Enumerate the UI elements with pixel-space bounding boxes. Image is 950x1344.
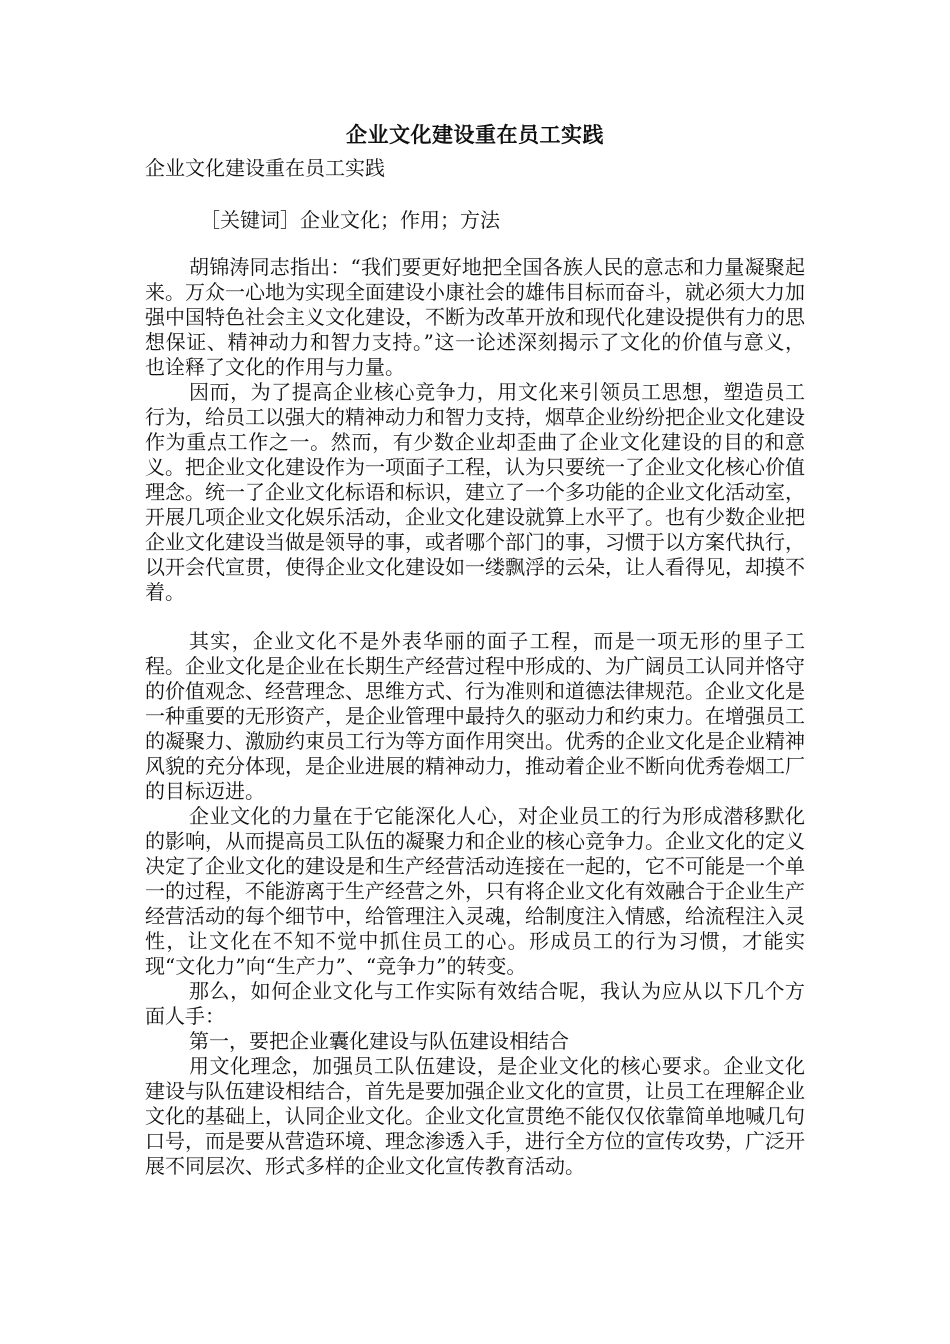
paragraph-definition: 其实，企业文化不是外表华丽的面子工程，而是一项无形的里子工程。企业文化是企业在长期生产经营过程中形成的、为广阔员工认同并恪守的价值观念、经营理念、思维方式、行为准则和道德法律规范。企业文化是一种重要的无形资产，是企业管理中最持久的驱动力和约束力。在增强员工的凝聚力、激励约束员工行为等方面作用突出。优秀的企业文化是企业精神风貌的充分体现，是企业进展的精神动力，推动着企业不断向优秀卷烟工厂的目标迈进。	[145, 629, 805, 803]
paragraph-problem: 因而，为了提高企业核心竞争力，用文化来引领员工思想，塑造员工行为，给员工以强大的精神动力和智力支持，烟草企业纷纷把企业文化建设作为重点工作之一。然而，有少数企业却歪曲了企业文化建设的目的和意义。把企业文化建设作为一项面子工程，认为只要统一了企业文化核心价值理念。统一了企业文化标语和标识，建立了一个多功能的企业文化活动室，开展几项企业文化娱乐活动，企业文化建设就算上水平了。也有少数企业把企业文化建设当做是领导的事，或者哪个部门的事，习惯于以方案代执行，以开会代宣贯，使得企业文化建设如一缕飘浮的云朵，让人看得见，却摸不着。	[145, 380, 805, 604]
paragraph-intro-quote: 胡锦涛同志指出：“我们要更好地把全国各族人民的意志和力量凝聚起来。万众一心地为实现全面建设小康社会的雄伟目标而奋斗，就必须大力加强中国特色社会主义文化建设，不断为改革开放和现代化建设提供有力的思想保证、精神动力和智力支持。”这一论述深刻揭示了文化的价值与意义，也诠释了文化的作用与力量。	[145, 255, 805, 379]
keywords-line: ［关键词］企业文化；作用；方法	[200, 208, 500, 232]
paragraph-question: 那么，如何企业文化与工作实际有效结合呢，我认为应从以下几个方面人手：	[145, 979, 805, 1028]
document-body	[145, 255, 805, 1179]
section-heading-first: 第一，要把企业囊化建设与队伍建设相结合	[189, 1029, 569, 1053]
document-title: 企业文化建设重在员工实践	[346, 122, 604, 147]
paragraph-team-building: 用文化理念，加强员工队伍建设，是企业文化的核心要求。企业文化建设与队伍建设相结合，首先是要加强企业文化的宣贯，让员工在理解企业文化的基础上，认同企业文化。企业文化宣贯绝不能仅仅依靠简单地喊几句口号，而是要从营造环境、理念渗透入手，进行全方位的宣传攻势，广泛开展不同层次、形式多样的企业文化宣传教育活动。	[145, 1054, 805, 1178]
document-content	[145, 118, 805, 1179]
document-subtitle: 企业文化建设重在员工实践	[145, 156, 385, 180]
paragraph-power: 企业文化的力量在于它能深化人心，对企业员工的行为形成潜移默化的影响，从而提高员工队伍的凝聚力和企业的核心竞争力。企业文化的定义决定了企业文化的建设是和生产经营活动连接在一起的，它不可能是一个单一的过程，不能游离于生产经营之外，只有将企业文化有效融合于企业生产经营活动的每个细节中，给管理注入灵魂，给制度注入情感，给流程注入灵性，让文化在不知不觉中抓住员工的心。形成员工的行为习惯，才能实现“文化力”向“生产力”、“竞争力”的转变。	[145, 804, 805, 978]
